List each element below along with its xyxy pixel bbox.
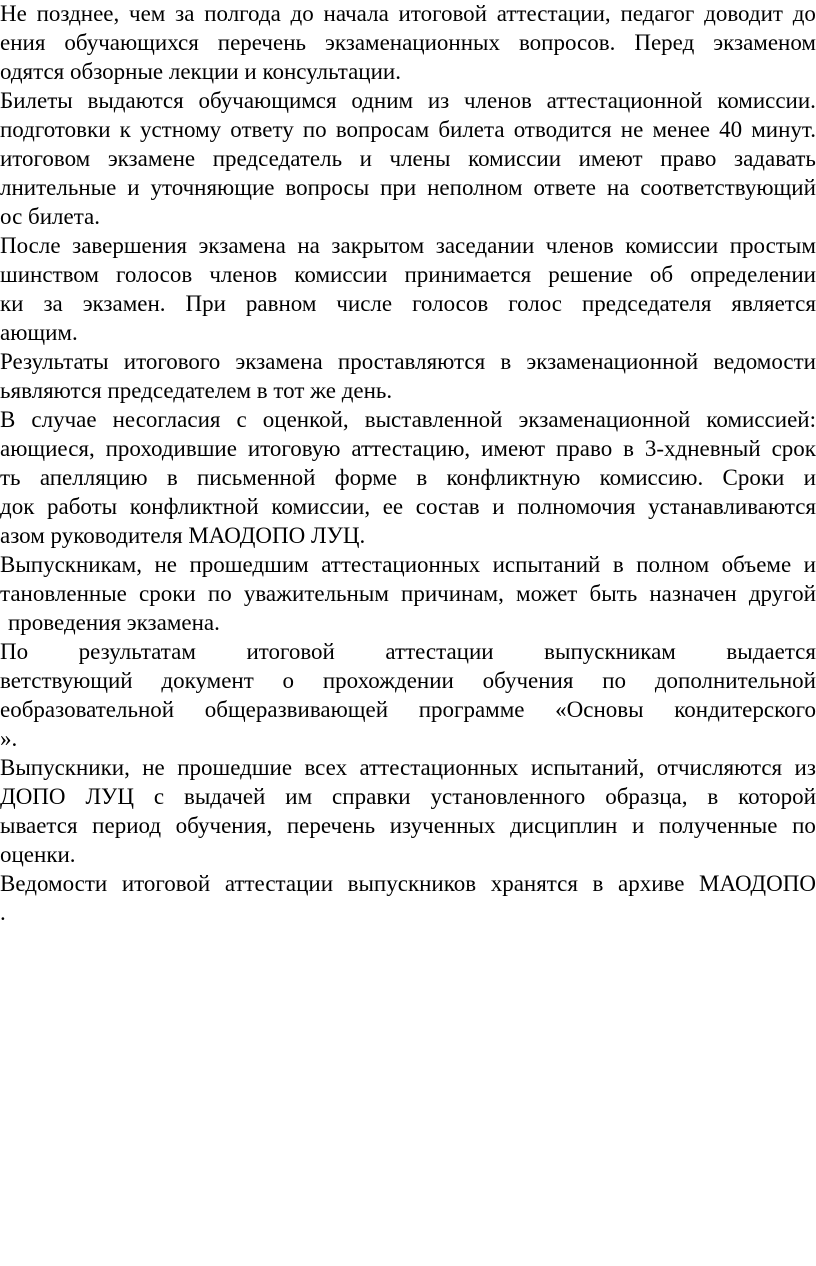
word: Выпускникам, (0, 552, 142, 577)
word: полученные (658, 813, 778, 838)
word: комиссию. (599, 465, 704, 490)
word: экзамена (235, 349, 323, 374)
word: письменной (196, 465, 316, 490)
word: подготовки (0, 117, 111, 142)
word: полгода (204, 1, 281, 26)
word: проходившие (105, 436, 237, 461)
word: простым (729, 233, 816, 258)
word: об (649, 262, 674, 287)
word: за (175, 1, 195, 26)
word: оценкой, (262, 407, 349, 432)
word: 40 (719, 117, 743, 142)
word: по (792, 813, 816, 838)
word: при (380, 175, 417, 200)
word: начала (323, 1, 389, 26)
word: отчисляются (656, 755, 783, 780)
word: дисциплин (510, 813, 618, 838)
word: определении (690, 262, 816, 287)
word: с (236, 407, 247, 432)
word: является (731, 291, 816, 316)
word: обучения, (175, 813, 273, 838)
word: минут. (751, 117, 816, 142)
word: прошедшим (189, 552, 309, 577)
word: заседании (435, 233, 535, 258)
text-line (0, 290, 816, 318)
word: выдачей (183, 784, 266, 809)
word: право (660, 146, 717, 171)
word: педагог (620, 1, 695, 26)
word: итоговой (121, 871, 211, 896)
word: отводится (513, 117, 612, 142)
word: выпускников (347, 871, 477, 896)
text-line: ос билета. (0, 204, 101, 229)
word: еобразовательной (0, 697, 175, 722)
word: аттестации (385, 639, 494, 664)
word: состав (415, 494, 480, 519)
word: аттестационной (546, 88, 703, 113)
word: экзаменационных (324, 30, 500, 55)
text-line (0, 667, 816, 695)
word: соответствующий (640, 175, 816, 200)
word: изученных (389, 813, 496, 838)
text-line: ьявляются председателем в тот же день. (0, 378, 393, 403)
word: быть (589, 581, 638, 606)
word: испытаний (492, 552, 601, 577)
word: и (492, 494, 505, 519)
text-line: ». (0, 726, 18, 751)
text-line (0, 754, 816, 782)
word: ветствующий (0, 668, 133, 693)
word: установленного (430, 784, 586, 809)
word: дополнительной (654, 668, 816, 693)
word: комиссии (294, 262, 388, 287)
word: до (792, 1, 816, 26)
word: не (620, 117, 644, 142)
word: апелляцию (39, 465, 148, 490)
word: из (794, 755, 816, 780)
text-line (0, 551, 816, 579)
word: другой (748, 581, 816, 606)
word: в (500, 349, 512, 374)
word: аттестационных (321, 552, 481, 577)
word: конфликтную (446, 465, 581, 490)
word: из (427, 88, 450, 113)
word: вопросы (285, 175, 370, 200)
word: конфликтной (129, 494, 259, 519)
text-line: ающим. (0, 320, 78, 345)
word: документ (161, 668, 254, 693)
word: имеют (578, 146, 643, 171)
word: не (154, 552, 177, 577)
text-line: оценки. (0, 842, 76, 867)
word: Билеты (0, 88, 73, 113)
word: неполном (427, 175, 523, 200)
word: на (606, 175, 630, 200)
word: ответе (533, 175, 596, 200)
word: полном (636, 552, 710, 577)
word: одним (351, 88, 414, 113)
word: итоговой (246, 639, 335, 664)
text-line (0, 348, 816, 376)
word: устанавливаются (648, 494, 816, 519)
word: результатам (78, 639, 196, 664)
word: вопросам (335, 117, 430, 142)
text-line (0, 580, 816, 608)
word: равном (245, 291, 317, 316)
text-line (0, 696, 816, 724)
word: и (127, 175, 140, 200)
word: обучения (482, 668, 574, 693)
word: испытаний, (530, 755, 645, 780)
word: «Основы (555, 697, 644, 722)
word: несогласия (112, 407, 221, 432)
word: ЛУЦ (85, 784, 134, 809)
word: ее (382, 494, 404, 519)
word: членов (463, 88, 532, 113)
word: в (707, 784, 719, 809)
word: тановленные (0, 581, 127, 606)
word: обучающихся (64, 30, 199, 55)
word: обучающимся (198, 88, 337, 113)
word: кондитерского (674, 697, 816, 722)
text-line: одятся обзорные лекции и консультации. (0, 59, 401, 84)
word: ки (0, 291, 24, 316)
word: экзаменационной (518, 407, 691, 432)
word: 3-хдневный (644, 436, 761, 461)
text-line (0, 0, 816, 28)
word: Не (0, 1, 27, 26)
word: ть (0, 465, 21, 490)
text-line (0, 29, 816, 57)
word: выставленной (364, 407, 503, 432)
word: может (516, 581, 578, 606)
word: не (142, 755, 165, 780)
word: менее (652, 117, 710, 142)
word: ения (0, 30, 46, 55)
word: голосов (116, 262, 193, 287)
word: проставляются (337, 349, 486, 374)
word: и (631, 813, 645, 838)
word: перечень (217, 30, 307, 55)
word: перечень (286, 813, 376, 838)
text-line (0, 870, 816, 898)
word: После (0, 233, 61, 258)
word: председателя (581, 291, 712, 316)
word: ающиеся, (0, 436, 95, 461)
word: назначен (649, 581, 737, 606)
word: итоговом (0, 146, 91, 171)
word: и (803, 465, 816, 490)
text-line (0, 261, 816, 289)
word: по (207, 581, 232, 606)
word: задавать (733, 146, 816, 171)
text-line: . (0, 900, 6, 925)
word: по (302, 117, 327, 142)
word: которой (738, 784, 816, 809)
word: ДОПО (0, 784, 66, 809)
text-line (0, 87, 816, 115)
word: закрытом (331, 233, 425, 258)
text-line (0, 406, 816, 434)
text-line (0, 783, 816, 811)
word: аттестационных (359, 755, 519, 780)
word: срок (771, 436, 816, 461)
word: всех (304, 755, 348, 780)
word: сроки (139, 581, 196, 606)
word: Результаты (0, 349, 109, 374)
word: аттестации, (496, 1, 611, 26)
word: программе (418, 697, 525, 722)
word: лнительные (0, 175, 117, 200)
word: Ведомости (0, 871, 108, 896)
word: итоговую (247, 436, 341, 461)
text-line (0, 638, 816, 666)
text-line: азом руководителя МАОДОПО ЛУЦ. (0, 523, 366, 548)
word: форме (334, 465, 398, 490)
word: членов (209, 262, 278, 287)
word: уважительным (243, 581, 389, 606)
text-line (0, 464, 816, 492)
word: прошедшие (177, 755, 293, 780)
word: случае (31, 407, 97, 432)
word: и (359, 146, 372, 171)
word: В (0, 407, 16, 432)
word: док (0, 494, 35, 519)
word: архиве (617, 871, 685, 896)
word: на (297, 233, 320, 258)
word: устному (139, 117, 222, 142)
text-line: проведения экзамена. (8, 610, 220, 635)
text-line (0, 174, 816, 202)
word: полномочия (517, 494, 636, 519)
word: председатель (212, 146, 343, 171)
word: По (0, 639, 29, 664)
word: экзаменом (713, 30, 816, 55)
word: принимается (404, 262, 532, 287)
word: им (285, 784, 313, 809)
word: работы (47, 494, 118, 519)
word: членов (545, 233, 614, 258)
word: комиссии (625, 233, 719, 258)
text-line (0, 232, 816, 260)
word: с (153, 784, 165, 809)
word: к (119, 117, 131, 142)
word: справки (332, 784, 411, 809)
word: причинам, (401, 581, 504, 606)
text-line (0, 435, 816, 463)
word: в (612, 552, 624, 577)
word: доводит (704, 1, 783, 26)
word: выдаются (87, 88, 184, 113)
word: выдается (726, 639, 816, 664)
word: МАОДОПО (699, 871, 816, 896)
text-line (0, 493, 816, 521)
word: вопросов. (518, 30, 616, 55)
word: и (803, 552, 816, 577)
word: прохождении (322, 668, 454, 693)
word: итогового (123, 349, 221, 374)
word: аттестации (224, 871, 334, 896)
word: голосов (412, 291, 489, 316)
word: объеме (721, 552, 792, 577)
word: При (185, 291, 226, 316)
word: в (166, 465, 178, 490)
word: решение (548, 262, 633, 287)
word: экзамене (107, 146, 196, 171)
word: право (555, 436, 613, 461)
word: завершения (72, 233, 187, 258)
word: экзамен. (82, 291, 166, 316)
word: итоговой (398, 1, 487, 26)
word: голос (508, 291, 563, 316)
word: период (92, 813, 162, 838)
word: уточняющие (150, 175, 275, 200)
word: о (282, 668, 295, 693)
word: числе (336, 291, 393, 316)
text-line (0, 812, 816, 840)
word: ведомости (713, 349, 816, 374)
word: хранятся (490, 871, 578, 896)
word: шинством (0, 262, 99, 287)
word: комиссией: (706, 407, 816, 432)
word: Сроки (722, 465, 785, 490)
word: за (43, 291, 63, 316)
word: экзамена (198, 233, 286, 258)
word: общеразвивающей (204, 697, 389, 722)
word: комиссии. (717, 88, 816, 113)
word: экзаменационной (526, 349, 699, 374)
word: в (623, 436, 634, 461)
word: ывается (0, 813, 78, 838)
text-line (0, 145, 816, 173)
word: до (290, 1, 314, 26)
word: комиссии (468, 146, 562, 171)
word: аттестацию, (351, 436, 471, 461)
word: Перед (634, 30, 695, 55)
word: комиссии, (271, 494, 371, 519)
word: Выпускники, (0, 755, 130, 780)
word: в (592, 871, 604, 896)
word: имеют (481, 436, 546, 461)
word: чем (129, 1, 166, 26)
word: ответу (230, 117, 294, 142)
word: члены (389, 146, 451, 171)
word: в (416, 465, 428, 490)
word: позднее, (36, 1, 120, 26)
word: по (602, 668, 627, 693)
text-line (0, 116, 816, 144)
word: выпускникам (544, 639, 676, 664)
word: билета (438, 117, 505, 142)
word: образца, (605, 784, 688, 809)
